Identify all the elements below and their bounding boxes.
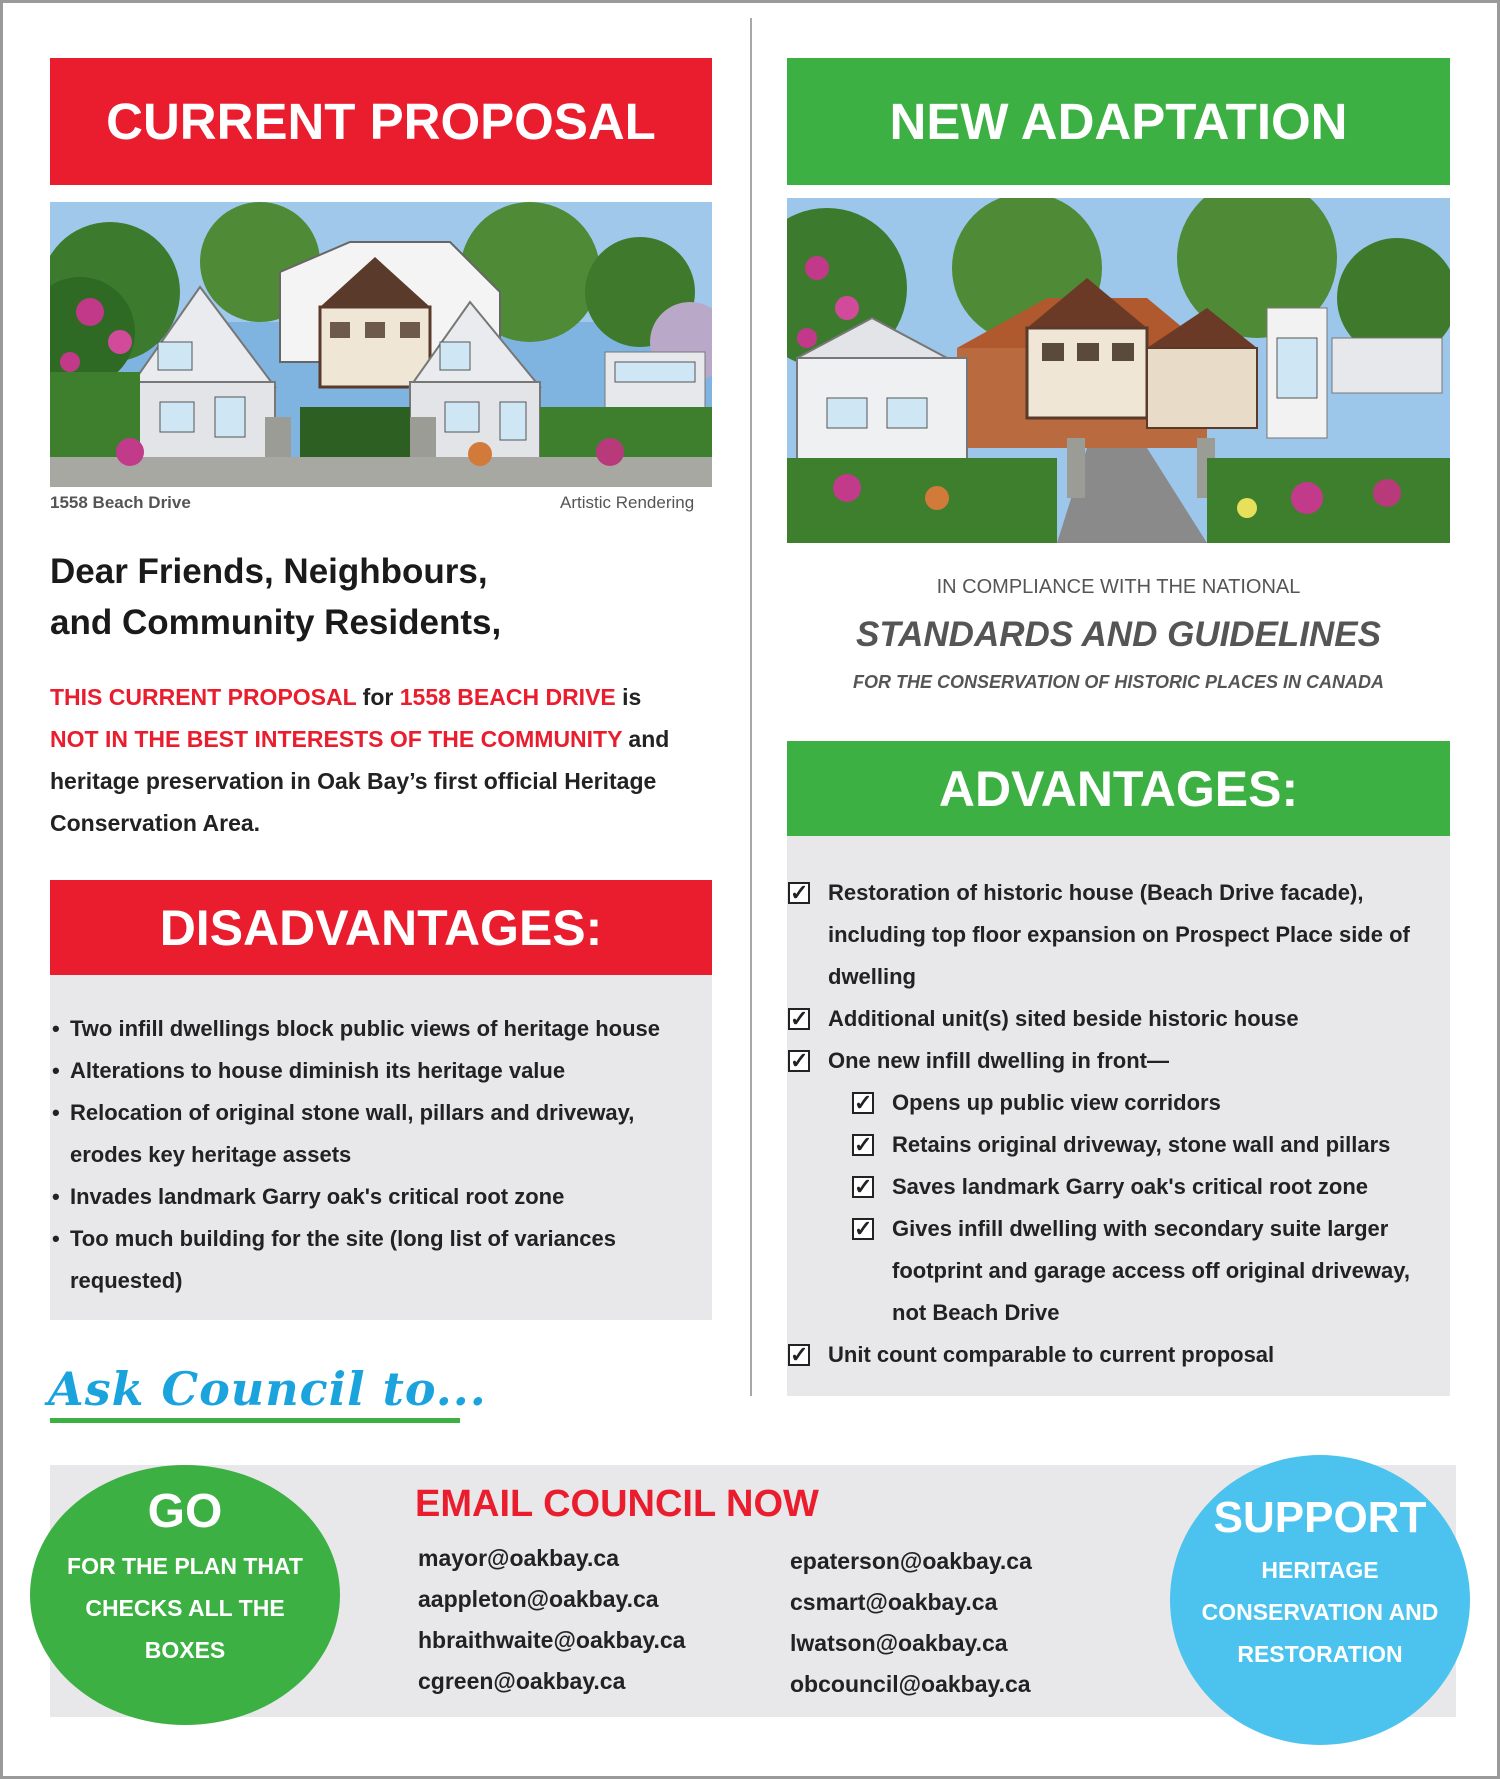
- email-list-col-1: [418, 1538, 685, 1702]
- email-link[interactable]: aappleton@oakbay.ca: [418, 1586, 659, 1612]
- checkbox-icon: ✓: [790, 880, 809, 905]
- intro-for: for: [356, 684, 400, 710]
- compliance-line-1: IN COMPLIANCE WITH THE NATIONAL: [936, 576, 1301, 598]
- list-item: [788, 1334, 1448, 1376]
- list-item: • Too much building for the site (long list of variances requested): [50, 1218, 710, 1302]
- email-list-col-2: [790, 1541, 1032, 1705]
- advantages-title: ADVANTAGES:: [938, 760, 1299, 817]
- advantages-list: [788, 872, 1448, 1376]
- checkbox-icon: ✓: [790, 1342, 809, 1367]
- advantage-text: Gives infill dwelling with secondary suite larger footprint and garage access off original driveway, not Beach Drive: [892, 1216, 1410, 1325]
- list-item: [788, 872, 1448, 998]
- greeting-line-2: and Community Residents,: [50, 603, 502, 642]
- email-link[interactable]: cgreen@oakbay.ca: [418, 1668, 626, 1694]
- email-link[interactable]: csmart@oakbay.ca: [790, 1589, 998, 1615]
- checkbox-icon: ✓: [790, 1006, 809, 1031]
- advantages-banner: [787, 741, 1450, 836]
- intro-paragraph: [50, 676, 690, 844]
- intro-current-proposal: THIS CURRENT PROPOSAL: [50, 684, 357, 710]
- advantage-text: Saves landmark Garry oak's critical root zone: [892, 1174, 1368, 1199]
- compliance-line-3: FOR THE CONSERVATION OF HISTORIC PLACES IN CANADA: [852, 672, 1385, 692]
- current-proposal-rendering: [50, 202, 712, 487]
- support-title: SUPPORT: [1213, 1493, 1427, 1542]
- ask-council-heading: Ask Council to...: [48, 1362, 487, 1416]
- list-item: [852, 1166, 1448, 1208]
- list-item: • Relocation of original stone wall, pillars and driveway, erodes key heritage assets: [50, 1092, 710, 1176]
- disadvantages-banner: [50, 880, 712, 975]
- rendering-note-caption: Artistic Rendering: [560, 493, 695, 512]
- email-link[interactable]: hbraithwaite@oakbay.ca: [418, 1627, 686, 1653]
- intro-address: 1558 BEACH DRIVE: [399, 684, 616, 710]
- greeting-heading: [50, 546, 501, 648]
- column-divider: [750, 18, 752, 1396]
- new-adaptation-title: NEW ADAPTATION: [889, 93, 1348, 150]
- advantage-text: Retains original driveway, stone wall and pillars: [892, 1132, 1391, 1157]
- greeting-line-1: Dear Friends, Neighbours,: [50, 552, 488, 591]
- advantage-text: Unit count comparable to current proposal: [828, 1342, 1275, 1367]
- go-circle: [30, 1465, 340, 1725]
- list-item: [788, 998, 1448, 1040]
- new-adaptation-banner: [787, 58, 1450, 185]
- new-adaptation-rendering: [787, 198, 1450, 543]
- email-link[interactable]: epaterson@oakbay.ca: [790, 1548, 1032, 1574]
- compliance-line-2: STANDARDS AND GUIDELINES: [855, 615, 1382, 654]
- list-item: [852, 1082, 1448, 1124]
- list-item: • Alterations to house diminish its heritage value: [50, 1050, 710, 1092]
- checkbox-icon: ✓: [790, 1048, 809, 1073]
- email-link[interactable]: mayor@oakbay.ca: [418, 1545, 619, 1571]
- checkbox-icon: ✓: [854, 1174, 873, 1199]
- disadvantages-title: DISADVANTAGES:: [159, 899, 603, 956]
- intro-not-best-interests: NOT IN THE BEST INTERESTS OF THE COMMUNITY: [50, 726, 623, 752]
- rendering-address-caption: 1558 Beach Drive: [50, 493, 191, 512]
- advantage-text: One new infill dwelling in front—: [828, 1048, 1169, 1073]
- checkbox-icon: ✓: [854, 1132, 873, 1157]
- advantage-text: Opens up public view corridors: [892, 1090, 1221, 1115]
- list-item: [852, 1208, 1448, 1334]
- go-text: FOR THE PLAN THAT CHECKS ALL THE BOXES: [67, 1553, 303, 1663]
- support-text: HERITAGE CONSERVATION AND RESTORATION: [1201, 1557, 1439, 1667]
- intro-is: is: [615, 684, 642, 710]
- disadvantages-list: [50, 1008, 710, 1302]
- current-proposal-title: CURRENT PROPOSAL: [106, 93, 656, 150]
- list-item: [788, 1040, 1448, 1082]
- support-circle: [1170, 1455, 1470, 1745]
- email-link[interactable]: lwatson@oakbay.ca: [790, 1630, 1008, 1656]
- advantage-text: Additional unit(s) sited beside historic house: [828, 1006, 1299, 1031]
- advantage-text: Restoration of historic house (Beach Drive facade), including top floor expansion on Prospect Place side of dwelling: [828, 880, 1410, 989]
- email-council-title: EMAIL COUNCIL NOW: [415, 1483, 819, 1525]
- email-link[interactable]: obcouncil@oakbay.ca: [790, 1671, 1031, 1697]
- current-proposal-banner: [50, 58, 712, 185]
- checkbox-icon: ✓: [854, 1090, 873, 1115]
- ask-council-underline: [50, 1418, 460, 1423]
- list-item: • Invades landmark Garry oak's critical root zone: [50, 1176, 710, 1218]
- list-item: • Two infill dwellings block public views of heritage house: [50, 1008, 710, 1050]
- list-item: [852, 1124, 1448, 1166]
- checkbox-icon: ✓: [854, 1216, 873, 1241]
- go-title: GO: [147, 1485, 223, 1538]
- intro-rest: and heritage preservation in Oak Bay’s first official Heritage Conservation Area.: [50, 726, 670, 836]
